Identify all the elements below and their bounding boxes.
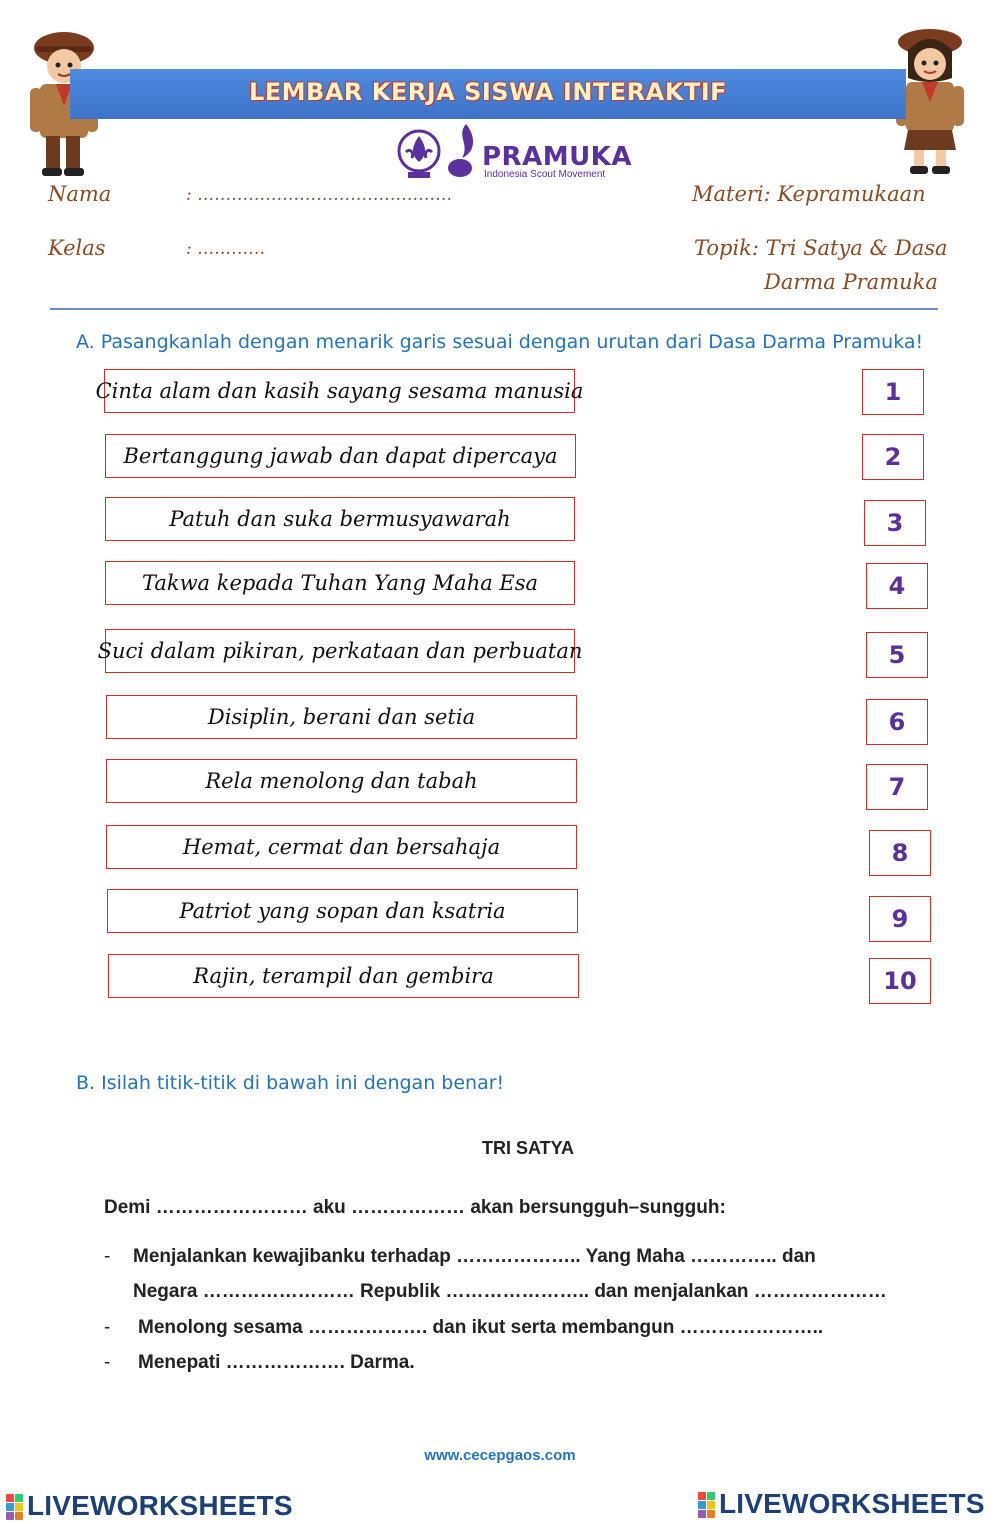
number-target[interactable]: 3 [864,500,926,546]
liveworksheets-mark-icon [6,1492,24,1520]
liveworksheets-brand-text: LIVEWORKSHEETS [719,1488,985,1519]
liveworksheets-brand-text: LIVEWORKSHEETS [27,1490,293,1521]
match-item-text: Disiplin, berani dan setia [207,705,476,729]
fill-bullet-1a[interactable]: Menjalankan kewajibanku terhadap ……………….. Yang Maha ………….. dan [133,1246,816,1267]
number-target[interactable]: 9 [869,896,931,942]
match-item[interactable] [95,369,584,413]
fill-bullet-2[interactable]: Menolong sesama ………………. dan ikut serta membangun ………………….. [138,1317,824,1338]
match-item[interactable] [106,825,577,869]
fill-line-1[interactable]: Demi …………………… aku ……………… akan bersungguh–sungguh: [104,1197,726,1218]
number-target[interactable]: 8 [869,830,931,876]
match-item[interactable] [105,497,575,541]
worksheet-title: LEMBAR KERJA SISWA INTERAKTIF [248,78,728,106]
nama-field[interactable]: : ……………………………………… [186,185,453,205]
fill-bullet-3[interactable]: Menepati ………………. Darma. [138,1352,415,1373]
number-target[interactable]: 7 [866,764,928,810]
nama-label: Nama [48,182,112,206]
match-item[interactable] [108,954,579,998]
match-item-text: Patuh dan suka bermusyawarah [169,507,511,531]
title-banner [70,69,906,119]
pramuka-logo-text: PRAMUKA [482,142,632,172]
number-target[interactable]: 2 [862,434,924,480]
number-target[interactable]: 4 [866,563,928,609]
match-item[interactable] [107,889,578,933]
match-item[interactable] [97,629,583,673]
liveworksheets-mark-icon [698,1490,716,1518]
topik-label-line1: Topik: Tri Satya & Dasa [694,236,948,260]
number-target[interactable]: 6 [866,699,928,745]
match-item[interactable] [105,434,576,478]
section-a-instruction: A. Pasangkanlah dengan menarik garis sesuai dengan urutan dari Dasa Darma Pramuka! [76,331,924,353]
match-item-text: Cinta alam dan kasih sayang sesama manusia [95,379,584,403]
match-item[interactable] [105,561,575,605]
match-item[interactable] [106,759,577,803]
liveworksheets-logo-left [6,1490,293,1522]
topik-label-line2: Darma Pramuka [764,270,938,294]
scout-emblem-icon [396,128,442,180]
match-item-text: Rela menolong dan tabah [205,769,478,793]
number-target[interactable]: 10 [869,958,931,1004]
match-item-text: Suci dalam pikiran, perkataan dan perbuatan [97,639,583,663]
number-target[interactable]: 5 [866,632,928,678]
number-target[interactable]: 1 [862,369,924,415]
match-item-text: Rajin, terampil dan gembira [193,964,494,988]
tri-satya-heading: TRI SATYA [481,1138,574,1158]
match-item-text: Patriot yang sopan dan ksatria [179,899,506,923]
liveworksheets-logo-right [698,1488,985,1520]
bullet-dash: - [104,1352,111,1373]
kelas-label: Kelas [48,236,106,260]
match-item-text: Bertanggung jawab dan dapat dipercaya [123,444,558,468]
bullet-dash: - [104,1246,111,1267]
kelas-field[interactable]: : ………… [186,239,266,259]
bullet-dash: - [104,1317,111,1338]
match-item-text: Takwa kepada Tuhan Yang Maha Esa [141,571,539,595]
header-divider [50,308,938,310]
pramuka-tunas-icon [446,122,482,180]
pramuka-logo-subtitle: Indonesia Scout Movement [484,169,606,180]
section-b-instruction: B. Isilah titik-titik di bawah ini dengan benar! [76,1072,505,1094]
match-item-text: Hemat, cermat dan bersahaja [182,835,501,859]
fill-bullet-1b[interactable]: Negara …………………… Republik ………………….. dan menjalankan ………………… [133,1281,887,1302]
match-item[interactable] [106,695,577,739]
source-url[interactable]: www.cecepgaos.com [424,1447,576,1464]
materi-label: Materi: Kepramukaan [692,182,926,206]
